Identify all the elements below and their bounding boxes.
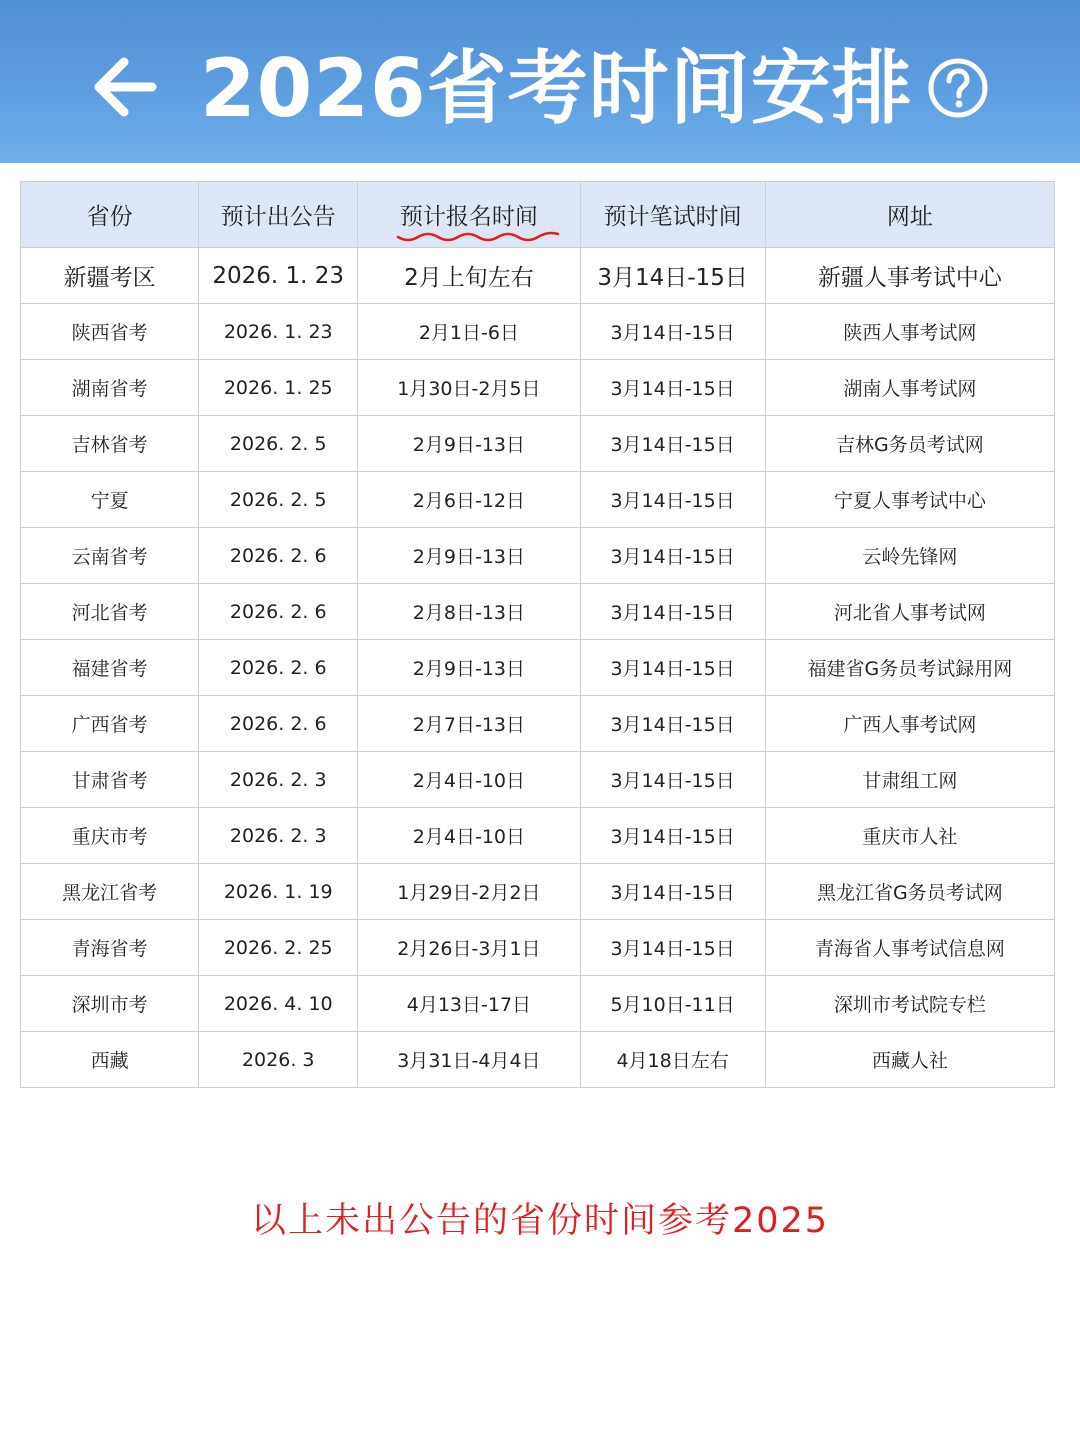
- cell-announce-date: 2026. 3: [199, 1032, 358, 1088]
- column-header-website: 网址: [765, 182, 1054, 248]
- cell-exam-date: 3月14日-15日: [580, 528, 765, 584]
- cell-province: 深圳市考: [21, 976, 199, 1032]
- cell-website: 深圳市考试院专栏: [765, 976, 1054, 1032]
- cell-announce-date: 2026. 2. 5: [199, 416, 358, 472]
- cell-province: 湖南省考: [21, 360, 199, 416]
- cell-announce-date: 2026. 2. 3: [199, 752, 358, 808]
- header-bar: [0, 0, 1080, 163]
- cell-province: 云南省考: [21, 528, 199, 584]
- cell-register-period: 2月9日-13日: [358, 640, 580, 696]
- column-header-register: [358, 182, 580, 248]
- cell-website: 云岭先锋网: [765, 528, 1054, 584]
- table-row: [21, 864, 1055, 920]
- cell-announce-date: 2026. 2. 6: [199, 584, 358, 640]
- back-button[interactable]: [88, 50, 162, 124]
- cell-register-period: 4月13日-17日: [358, 976, 580, 1032]
- cell-province: 广西省考: [21, 696, 199, 752]
- cell-exam-date: 3月14日-15日: [580, 920, 765, 976]
- cell-announce-date: 2026. 2. 25: [199, 920, 358, 976]
- cell-announce-date: 2026. 2. 3: [199, 808, 358, 864]
- cell-register-period: 2月上旬左右: [358, 248, 580, 304]
- cell-exam-date: 3月14日-15日: [580, 584, 765, 640]
- cell-exam-date: 3月14日-15日: [580, 696, 765, 752]
- cell-province: 河北省考: [21, 584, 199, 640]
- cell-register-period: 2月9日-13日: [358, 528, 580, 584]
- cell-exam-date: 3月14日-15日: [580, 640, 765, 696]
- cell-website: 西藏人社: [765, 1032, 1054, 1088]
- column-header-exam: 预计笔试时间: [580, 182, 765, 248]
- table-row: [21, 304, 1055, 360]
- cell-website: 重庆市人社: [765, 808, 1054, 864]
- cell-exam-date: 3月14日-15日: [580, 472, 765, 528]
- cell-exam-date: 3月14日-15日: [580, 304, 765, 360]
- cell-website: 广西人事考试网: [765, 696, 1054, 752]
- table-row: [21, 1032, 1055, 1088]
- cell-website: 黑龙江省G务员考试网: [765, 864, 1054, 920]
- cell-province: 青海省考: [21, 920, 199, 976]
- cell-register-period: 2月8日-13日: [358, 584, 580, 640]
- cell-register-period: 3月31日-4月4日: [358, 1032, 580, 1088]
- cell-exam-date: 3月14日-15日: [580, 416, 765, 472]
- cell-announce-date: 2026. 2. 6: [199, 640, 358, 696]
- cell-province: 宁夏: [21, 472, 199, 528]
- cell-register-period: 2月9日-13日: [358, 416, 580, 472]
- table-row: [21, 360, 1055, 416]
- cell-province: 甘肃省考: [21, 752, 199, 808]
- table-row: [21, 584, 1055, 640]
- table-row: [21, 976, 1055, 1032]
- question-circle-icon: [926, 56, 990, 120]
- cell-exam-date: 3月14日-15日: [580, 360, 765, 416]
- cell-announce-date: 2026. 1. 23: [199, 248, 358, 304]
- table-header-row: [21, 182, 1055, 248]
- cell-website: 陕西人事考试网: [765, 304, 1054, 360]
- cell-exam-date: 5月10日-11日: [580, 976, 765, 1032]
- cell-announce-date: 2026. 2. 5: [199, 472, 358, 528]
- cell-exam-date: 3月14日-15日: [580, 752, 765, 808]
- arrow-left-icon: [88, 50, 162, 124]
- table-row: [21, 696, 1055, 752]
- column-header-announce: 预计出公告: [199, 182, 358, 248]
- footnote-text: 以上未出公告的省份时间参考2025: [250, 1201, 830, 1241]
- cell-announce-date: 2026. 1. 25: [199, 360, 358, 416]
- cell-register-period: 2月7日-13日: [358, 696, 580, 752]
- table-row: [21, 752, 1055, 808]
- cell-exam-date: 4月18日左右: [580, 1032, 765, 1088]
- cell-website: 青海省人事考试信息网: [765, 920, 1054, 976]
- column-header-province: 省份: [21, 182, 199, 248]
- cell-province: 福建省考: [21, 640, 199, 696]
- cell-province: 吉林省考: [21, 416, 199, 472]
- cell-website: 吉林G务员考试网: [765, 416, 1054, 472]
- wavy-underline-icon: [396, 231, 564, 245]
- cell-website: 宁夏人事考试中心: [765, 472, 1054, 528]
- cell-register-period: 2月6日-12日: [358, 472, 580, 528]
- cell-register-period: 2月4日-10日: [358, 808, 580, 864]
- cell-announce-date: 2026. 1. 19: [199, 864, 358, 920]
- cell-website: 福建省G务员考试録用网: [765, 640, 1054, 696]
- table-row: [21, 472, 1055, 528]
- cell-website: 甘肃组工网: [765, 752, 1054, 808]
- cell-register-period: 2月4日-10日: [358, 752, 580, 808]
- table-row: [21, 248, 1055, 304]
- page-title: 2026省考时间安排: [200, 42, 913, 135]
- cell-register-period: 1月30日-2月5日: [358, 360, 580, 416]
- cell-website: 新疆人事考试中心: [765, 248, 1054, 304]
- table-body: [21, 248, 1055, 1088]
- cell-website: 湖南人事考试网: [765, 360, 1054, 416]
- schedule-table: [20, 181, 1055, 1088]
- cell-website: 河北省人事考试网: [765, 584, 1054, 640]
- cell-province: 重庆市考: [21, 808, 199, 864]
- cell-register-period: 1月29日-2月2日: [358, 864, 580, 920]
- cell-province: 西藏: [21, 1032, 199, 1088]
- table-row: [21, 640, 1055, 696]
- cell-exam-date: 3月14日-15日: [580, 808, 765, 864]
- table-row: [21, 416, 1055, 472]
- cell-announce-date: 2026. 1. 23: [199, 304, 358, 360]
- help-button[interactable]: [926, 56, 990, 120]
- cell-province: 陕西省考: [21, 304, 199, 360]
- cell-province: 黑龙江省考: [21, 864, 199, 920]
- cell-announce-date: 2026. 2. 6: [199, 528, 358, 584]
- cell-province: 新疆考区: [21, 248, 199, 304]
- column-header-register-label: 预计报名时间: [399, 204, 538, 230]
- cell-register-period: 2月1日-6日: [358, 304, 580, 360]
- table-row: [21, 920, 1055, 976]
- table-row: [21, 528, 1055, 584]
- cell-register-period: 2月26日-3月1日: [358, 920, 580, 976]
- cell-exam-date: 3月14日-15日: [580, 248, 765, 304]
- table-row: [21, 808, 1055, 864]
- cell-announce-date: 2026. 4. 10: [199, 976, 358, 1032]
- cell-exam-date: 3月14日-15日: [580, 864, 765, 920]
- cell-announce-date: 2026. 2. 6: [199, 696, 358, 752]
